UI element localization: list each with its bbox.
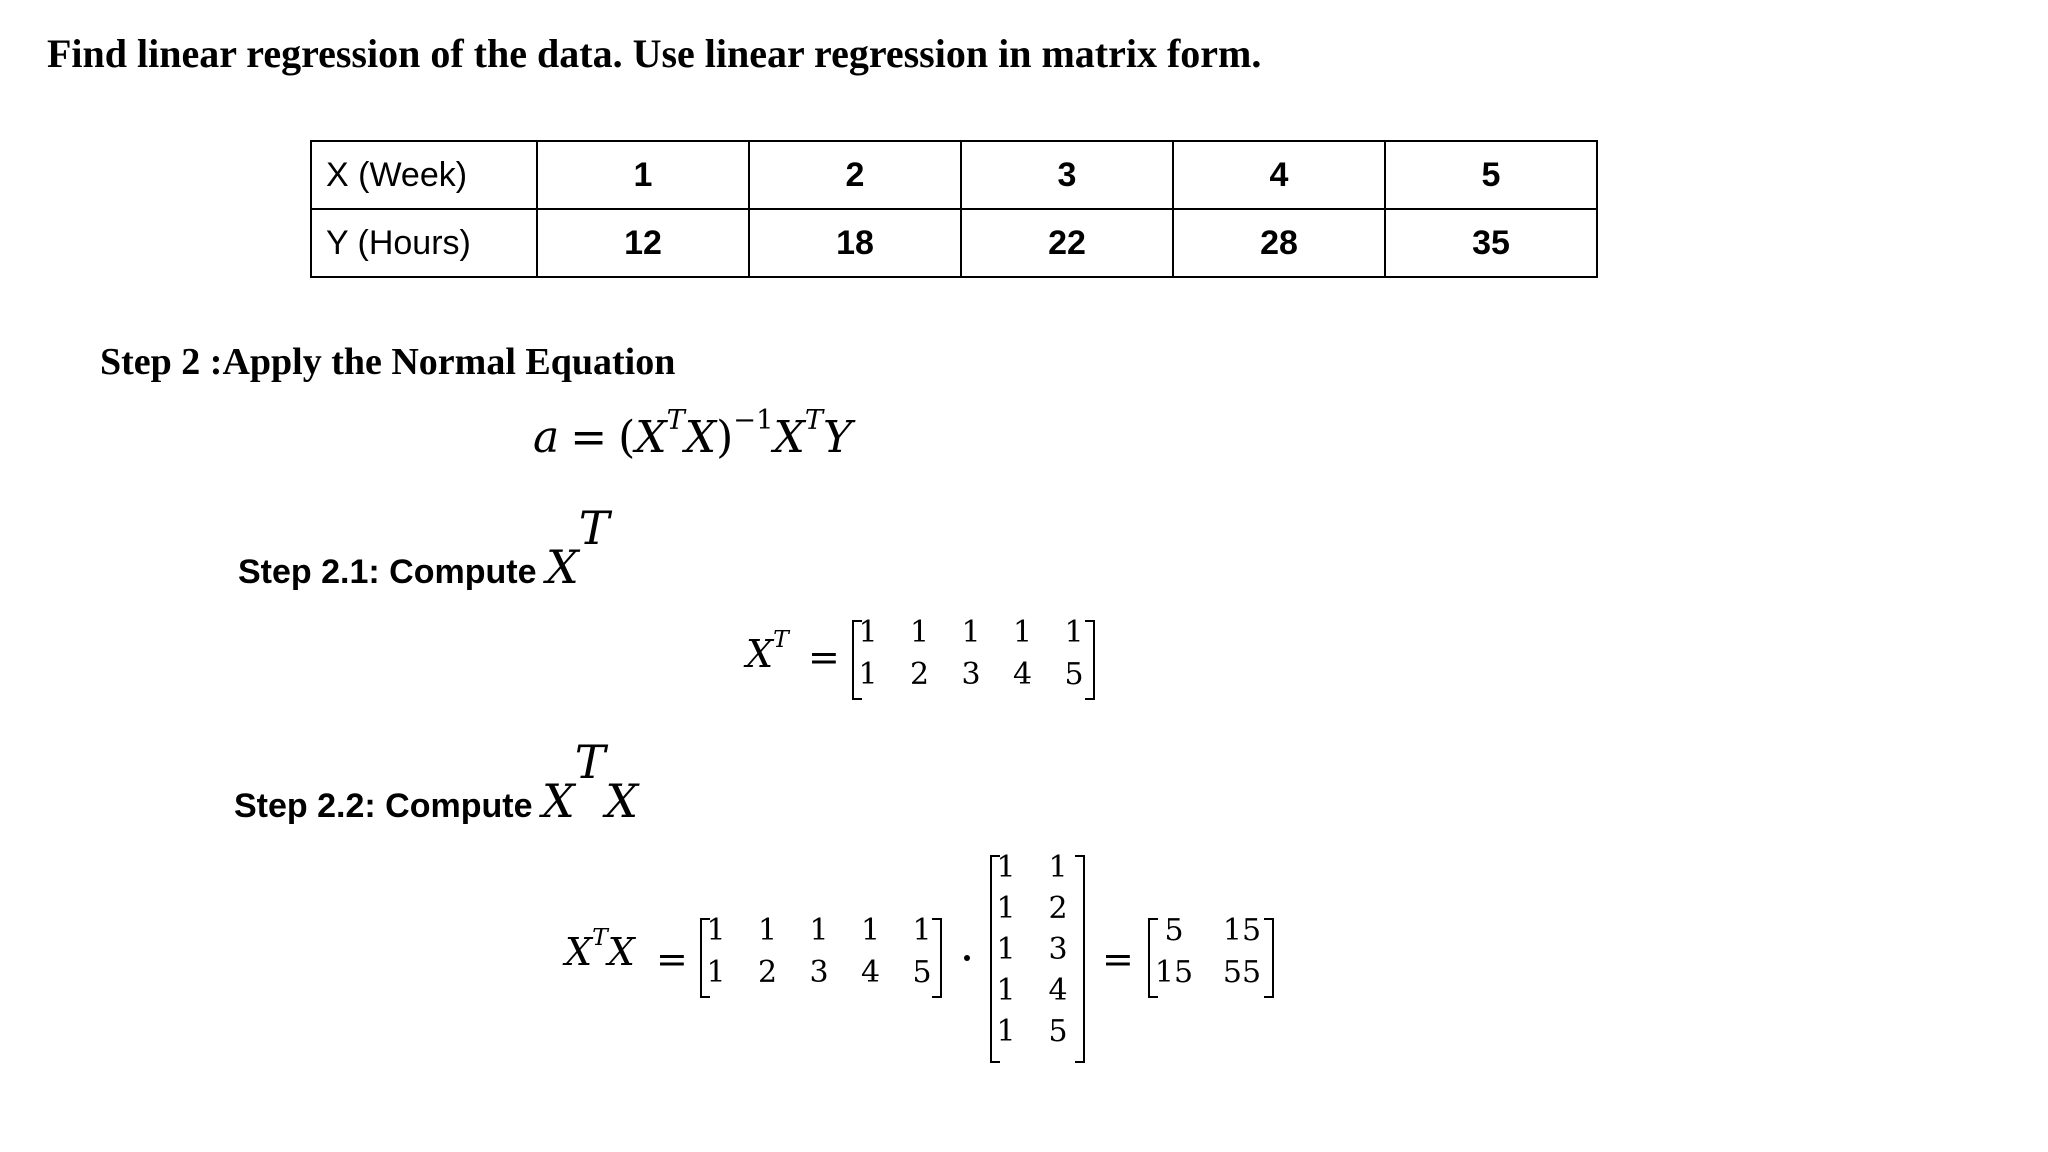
eq-symbol: T: [773, 624, 789, 653]
eq-symbol: T: [574, 735, 606, 789]
matrix-cell: 15: [1154, 955, 1194, 990]
matrix-cell: 1: [996, 973, 1016, 1008]
equals-sign: =: [808, 635, 840, 679]
matrix-cell: 1: [706, 913, 726, 948]
data-table: [310, 140, 1598, 278]
matrix-cell: 5: [1164, 913, 1184, 948]
eq-symbol: T: [804, 404, 824, 436]
table-row-y: [311, 209, 1597, 277]
matrix-cell: 1: [996, 932, 1016, 967]
matrix-cell: 15: [1222, 913, 1262, 948]
eq-symbol: ): [716, 412, 734, 463]
matrix-cell: 1: [757, 913, 778, 948]
xt-label: [746, 624, 789, 677]
matrix-cell: 4: [1048, 973, 1068, 1008]
table-cell: 28: [1173, 209, 1385, 277]
eq-symbol: T: [592, 922, 608, 951]
matrix-cell: 1: [809, 913, 829, 948]
xtx-label: [565, 922, 635, 975]
matrix-cell: 1: [996, 891, 1016, 926]
row-label-x: X (Week): [311, 141, 537, 209]
matrix-cell: 5: [1048, 1014, 1068, 1049]
equals-sign: =: [656, 937, 688, 981]
eq-symbol: a: [533, 412, 560, 463]
table-cell: 12: [537, 209, 749, 277]
matrix-cell: 1: [961, 615, 981, 650]
eq-symbol: X: [565, 930, 593, 974]
eq-symbol: Y: [823, 412, 853, 463]
matrix-cell: 1: [858, 657, 878, 692]
table-cell: 5: [1385, 141, 1597, 209]
eq-symbol: X: [607, 930, 635, 974]
table-cell: 1: [537, 141, 749, 209]
matrix-cell: 1: [909, 615, 930, 650]
table-row-x: [311, 141, 1597, 209]
eq-symbol: T: [578, 501, 610, 555]
eq-symbol: (: [618, 412, 636, 463]
table-cell: 18: [749, 209, 961, 277]
matrix-cell: 1: [1064, 615, 1084, 650]
matrix-cell: 2: [1048, 891, 1068, 926]
eq-symbol: X: [541, 774, 575, 829]
eq-symbol: X: [746, 632, 774, 676]
problem-heading: Find linear regression of the data. Use linear regression in matrix form.: [47, 31, 1262, 76]
matrix-cell: 1: [912, 913, 932, 948]
matrix-cell: 1: [706, 955, 726, 990]
eq-symbol: X: [635, 412, 667, 463]
matrix-cell: 1: [996, 850, 1016, 885]
step2-title: Step 2 :Apply the Normal Equation: [100, 341, 676, 383]
matrix-cell: 3: [809, 955, 829, 990]
matrix-cell: 1: [860, 913, 881, 948]
normal-equation: [533, 404, 853, 463]
matrix-cell: 5: [912, 955, 932, 990]
matrix-cell: 2: [909, 657, 930, 692]
table-cell: 35: [1385, 209, 1597, 277]
equals-sign: =: [1102, 937, 1134, 981]
eq-symbol: T: [666, 404, 685, 436]
table-cell: 2: [749, 141, 961, 209]
matrix-cell: 4: [1012, 657, 1033, 692]
eq-symbol: X: [684, 412, 717, 463]
step-label: Step 2.1: Compute: [238, 553, 537, 592]
eq-symbol: =: [570, 412, 608, 463]
matrix-cell: 3: [1048, 932, 1068, 967]
table-cell: 22: [961, 209, 1173, 277]
matrix-cell: 1: [858, 615, 878, 650]
step22-title: [234, 735, 639, 829]
table-cell: 3: [961, 141, 1173, 209]
matrix-cell: 4: [860, 955, 881, 990]
matrix-cell: 1: [1048, 850, 1068, 885]
matrix-cell: 5: [1064, 657, 1084, 692]
matrix-cell: 1: [996, 1014, 1016, 1049]
matrix-cell: 3: [961, 657, 981, 692]
matrix-cell: 1: [1012, 615, 1033, 650]
table-cell: 4: [1173, 141, 1385, 209]
eq-symbol: X: [545, 540, 579, 595]
step21-title: [238, 501, 610, 595]
matrix-cell: 2: [757, 955, 778, 990]
eq-symbol: −1: [733, 404, 774, 436]
eq-symbol: X: [605, 774, 639, 829]
matrix-cell: 55: [1222, 955, 1262, 990]
eq-symbol: X: [773, 412, 805, 463]
row-label-y: Y (Hours): [311, 209, 537, 277]
step-label: Step 2.2: Compute: [234, 787, 533, 826]
dot-operator: [964, 955, 970, 961]
matrix-right-bracket: [1264, 918, 1274, 998]
